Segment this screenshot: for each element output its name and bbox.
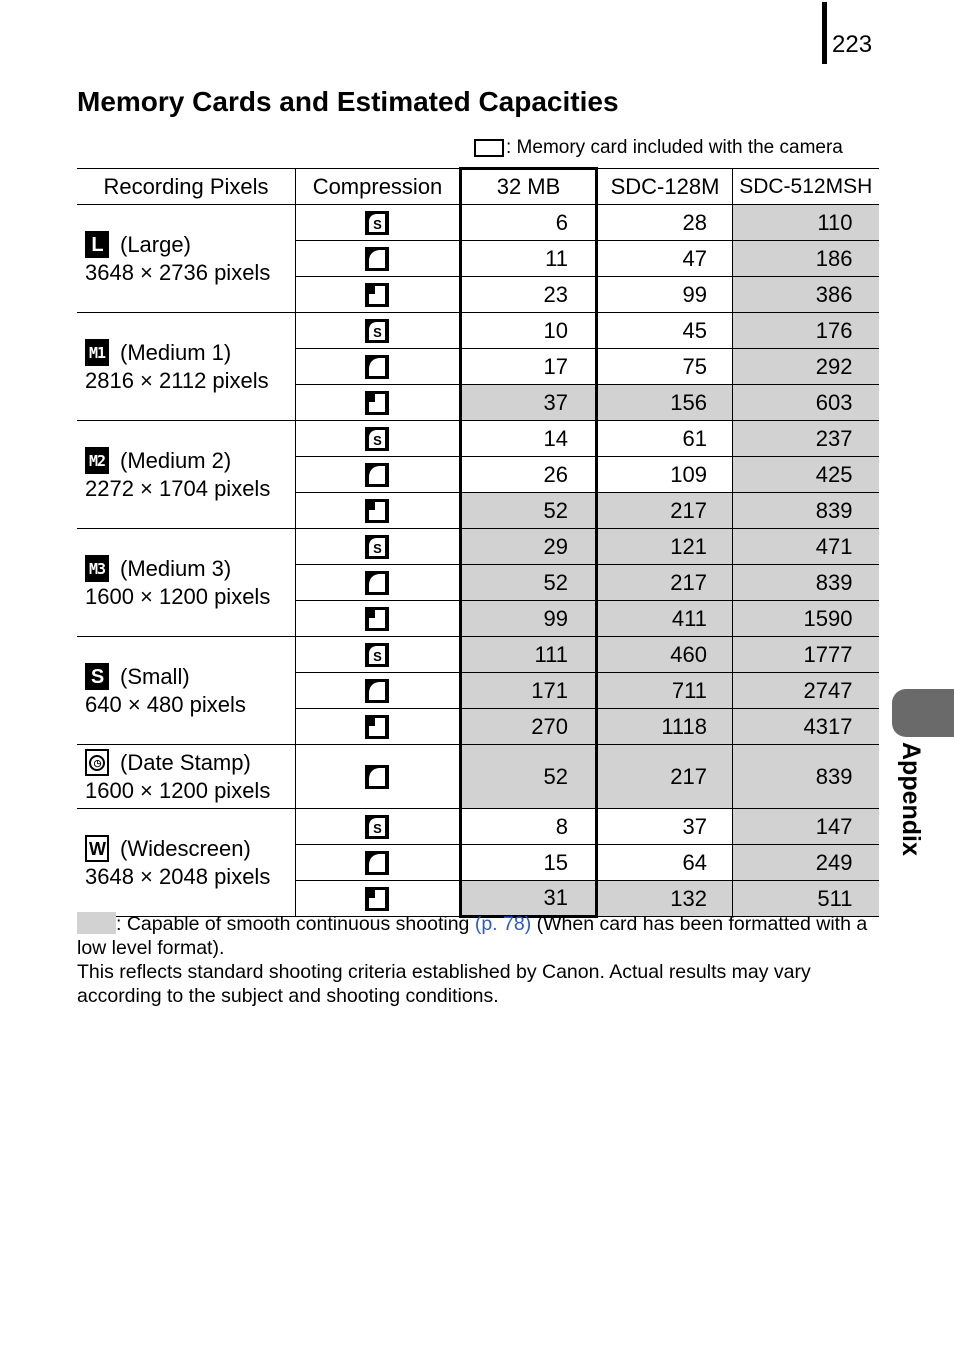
included-card-legend [474, 136, 843, 160]
compression-cell [296, 709, 461, 745]
capacity-value: 47 [597, 241, 733, 277]
table-body [77, 205, 879, 917]
capacity-value: 17 [461, 349, 597, 385]
capacity-value: 75 [597, 349, 733, 385]
legend-box-icon [474, 139, 504, 157]
capacity-value: 511 [733, 881, 879, 917]
capacity-value: 31 [461, 881, 597, 917]
capacity-value: 1590 [733, 601, 879, 637]
page-marker-bar [822, 2, 827, 64]
compression-cell [296, 845, 461, 881]
capacity-value: 147 [733, 809, 879, 845]
svg-text:S: S [373, 217, 382, 233]
capacity-value: 121 [597, 529, 733, 565]
recording-pixels-cell [77, 809, 296, 917]
resolution-label: 2272 × 1704 pixels [85, 475, 271, 501]
header-compression: Compression [296, 169, 461, 205]
table-header-row [77, 169, 879, 205]
superfine-quality-icon [364, 426, 390, 452]
header-sdc-512msh: SDC-512MSH [733, 169, 879, 205]
compression-cell [296, 457, 461, 493]
header-sdc-128m: SDC-128M [597, 169, 733, 205]
disclaimer-text: This reflects standard shooting criteria established by Canon. Actual results may vary according to the subject and shooting conditions. [77, 961, 811, 1007]
compression-cell [296, 349, 461, 385]
capacity-value: 23 [461, 277, 597, 313]
capacity-value: 176 [733, 313, 879, 349]
capacity-value: 52 [461, 745, 597, 809]
capacity-value: 15 [461, 845, 597, 881]
capacity-table [77, 167, 879, 918]
fine-quality-icon [364, 850, 390, 876]
table-row [77, 205, 879, 241]
capacity-value: 386 [733, 277, 879, 313]
page-number: 223 [832, 31, 873, 58]
capacity-value: 411 [597, 601, 733, 637]
capacity-value: 217 [597, 493, 733, 529]
capacity-value: 29 [461, 529, 597, 565]
table-row [77, 421, 879, 457]
mode-label: (Widescreen) [120, 835, 251, 861]
superfine-quality-icon [364, 814, 390, 840]
capacity-value: 4317 [733, 709, 879, 745]
capacity-value: 217 [597, 565, 733, 601]
appendix-tab[interactable] [892, 689, 954, 737]
date-stamp-mode-icon: ◷ [85, 749, 109, 776]
compression-cell [296, 493, 461, 529]
capacity-value: 14 [461, 421, 597, 457]
capacity-value: 111 [461, 637, 597, 673]
compression-cell [296, 529, 461, 565]
capacity-value: 28 [597, 205, 733, 241]
mode-label: (Medium 1) [120, 339, 232, 365]
capacity-value: 52 [461, 493, 597, 529]
resolution-label: 1600 × 1200 pixels [85, 777, 271, 803]
mode-label: (Large) [120, 231, 191, 257]
page-title: Memory Cards and Estimated Capacities [77, 86, 619, 117]
compression-cell [296, 205, 461, 241]
capacity-value: 132 [597, 881, 733, 917]
capacity-value: 45 [597, 313, 733, 349]
compression-cell [296, 637, 461, 673]
capacity-value: 237 [733, 421, 879, 457]
superfine-quality-icon [364, 318, 390, 344]
capacity-value: 52 [461, 565, 597, 601]
capacity-value: 1118 [597, 709, 733, 745]
svg-text:S: S [373, 325, 382, 341]
compression-cell [296, 421, 461, 457]
normal-quality-icon [364, 282, 390, 308]
mode-label: (Medium 2) [120, 447, 232, 473]
capacity-value: 99 [597, 277, 733, 313]
normal-quality-icon [364, 498, 390, 524]
table-row [77, 745, 879, 809]
recording-pixels-cell [77, 529, 296, 637]
capacity-value: 10 [461, 313, 597, 349]
resolution-label: 3648 × 2048 pixels [85, 863, 271, 889]
capacity-value: 186 [733, 241, 879, 277]
smooth-shooting-swatch [77, 912, 116, 934]
compression-cell [296, 241, 461, 277]
resolution-label: 3648 × 2736 pixels [85, 259, 271, 285]
table-row [77, 809, 879, 845]
compression-cell [296, 277, 461, 313]
compression-cell [296, 809, 461, 845]
compression-cell [296, 673, 461, 709]
appendix-label-text: Appendix [897, 742, 925, 856]
capacity-value: 171 [461, 673, 597, 709]
capacity-value: 61 [597, 421, 733, 457]
capacity-value: 26 [461, 457, 597, 493]
svg-text:S: S [373, 821, 382, 837]
recording-pixels-cell [77, 637, 296, 745]
recording-pixels-cell [77, 745, 296, 809]
capacity-value: 2747 [733, 673, 879, 709]
table-row [77, 529, 879, 565]
capacity-value: 249 [733, 845, 879, 881]
normal-quality-icon [364, 606, 390, 632]
footnote [77, 912, 877, 1008]
fine-quality-icon [364, 462, 390, 488]
svg-text:S: S [373, 649, 382, 665]
compression-cell [296, 313, 461, 349]
mode-m2-icon: M2 [85, 447, 109, 474]
compression-cell [296, 385, 461, 421]
svg-text:S: S [373, 433, 382, 449]
normal-quality-icon [364, 714, 390, 740]
header-recording-pixels: Recording Pixels [77, 169, 296, 205]
capacity-value: 270 [461, 709, 597, 745]
fine-quality-icon [364, 246, 390, 272]
mode-s-icon: S [85, 663, 109, 690]
capacity-value: 11 [461, 241, 597, 277]
capacity-value: 6 [461, 205, 597, 241]
compression-cell [296, 601, 461, 637]
capacity-value: 839 [733, 565, 879, 601]
normal-quality-icon [364, 886, 390, 912]
table-row [77, 637, 879, 673]
capacity-value: 292 [733, 349, 879, 385]
capacity-value: 8 [461, 809, 597, 845]
normal-quality-icon [364, 390, 390, 416]
fine-quality-icon [364, 764, 390, 790]
capacity-value: 37 [597, 809, 733, 845]
mode-m3-icon: M3 [85, 555, 109, 582]
smooth-note-suffix: (When card has been formatted with a low level format). [77, 913, 868, 959]
capacity-value: 1777 [733, 637, 879, 673]
capacity-value: 37 [461, 385, 597, 421]
table-row [77, 313, 879, 349]
widescreen-mode-icon: W [85, 835, 109, 862]
page-78-link[interactable]: (p. 78) [474, 913, 532, 935]
capacity-value: 109 [597, 457, 733, 493]
svg-text:S: S [373, 541, 382, 557]
resolution-label: 1600 × 1200 pixels [85, 583, 271, 609]
compression-cell [296, 565, 461, 601]
fine-quality-icon [364, 354, 390, 380]
compression-cell [296, 745, 461, 809]
capacity-value: 460 [597, 637, 733, 673]
capacity-value: 425 [733, 457, 879, 493]
recording-pixels-cell [77, 313, 296, 421]
mode-label: (Small) [120, 663, 190, 689]
appendix-side-label [893, 742, 933, 872]
superfine-quality-icon [364, 210, 390, 236]
legend-text: : Memory card included with the camera [506, 137, 843, 158]
recording-pixels-cell [77, 205, 296, 313]
mode-m1-icon: M1 [85, 339, 109, 366]
mode-l-icon: L [85, 231, 109, 258]
capacity-value: 156 [597, 385, 733, 421]
superfine-quality-icon [364, 642, 390, 668]
recording-pixels-cell [77, 421, 296, 529]
capacity-value: 217 [597, 745, 733, 809]
mode-label: (Date Stamp) [120, 749, 251, 775]
resolution-label: 2816 × 2112 pixels [85, 367, 269, 393]
capacity-value: 110 [733, 205, 879, 241]
capacity-value: 603 [733, 385, 879, 421]
capacity-value: 839 [733, 493, 879, 529]
capacity-value: 99 [461, 601, 597, 637]
capacity-value: 471 [733, 529, 879, 565]
resolution-label: 640 × 480 pixels [85, 691, 246, 717]
mode-label: (Medium 3) [120, 555, 232, 581]
superfine-quality-icon [364, 534, 390, 560]
capacity-value: 64 [597, 845, 733, 881]
capacity-value: 839 [733, 745, 879, 809]
smooth-note-text: : Capable of smooth continuous shooting [116, 913, 475, 935]
capacity-value: 711 [597, 673, 733, 709]
header-32mb: 32 MB [461, 169, 597, 205]
fine-quality-icon [364, 678, 390, 704]
fine-quality-icon [364, 570, 390, 596]
